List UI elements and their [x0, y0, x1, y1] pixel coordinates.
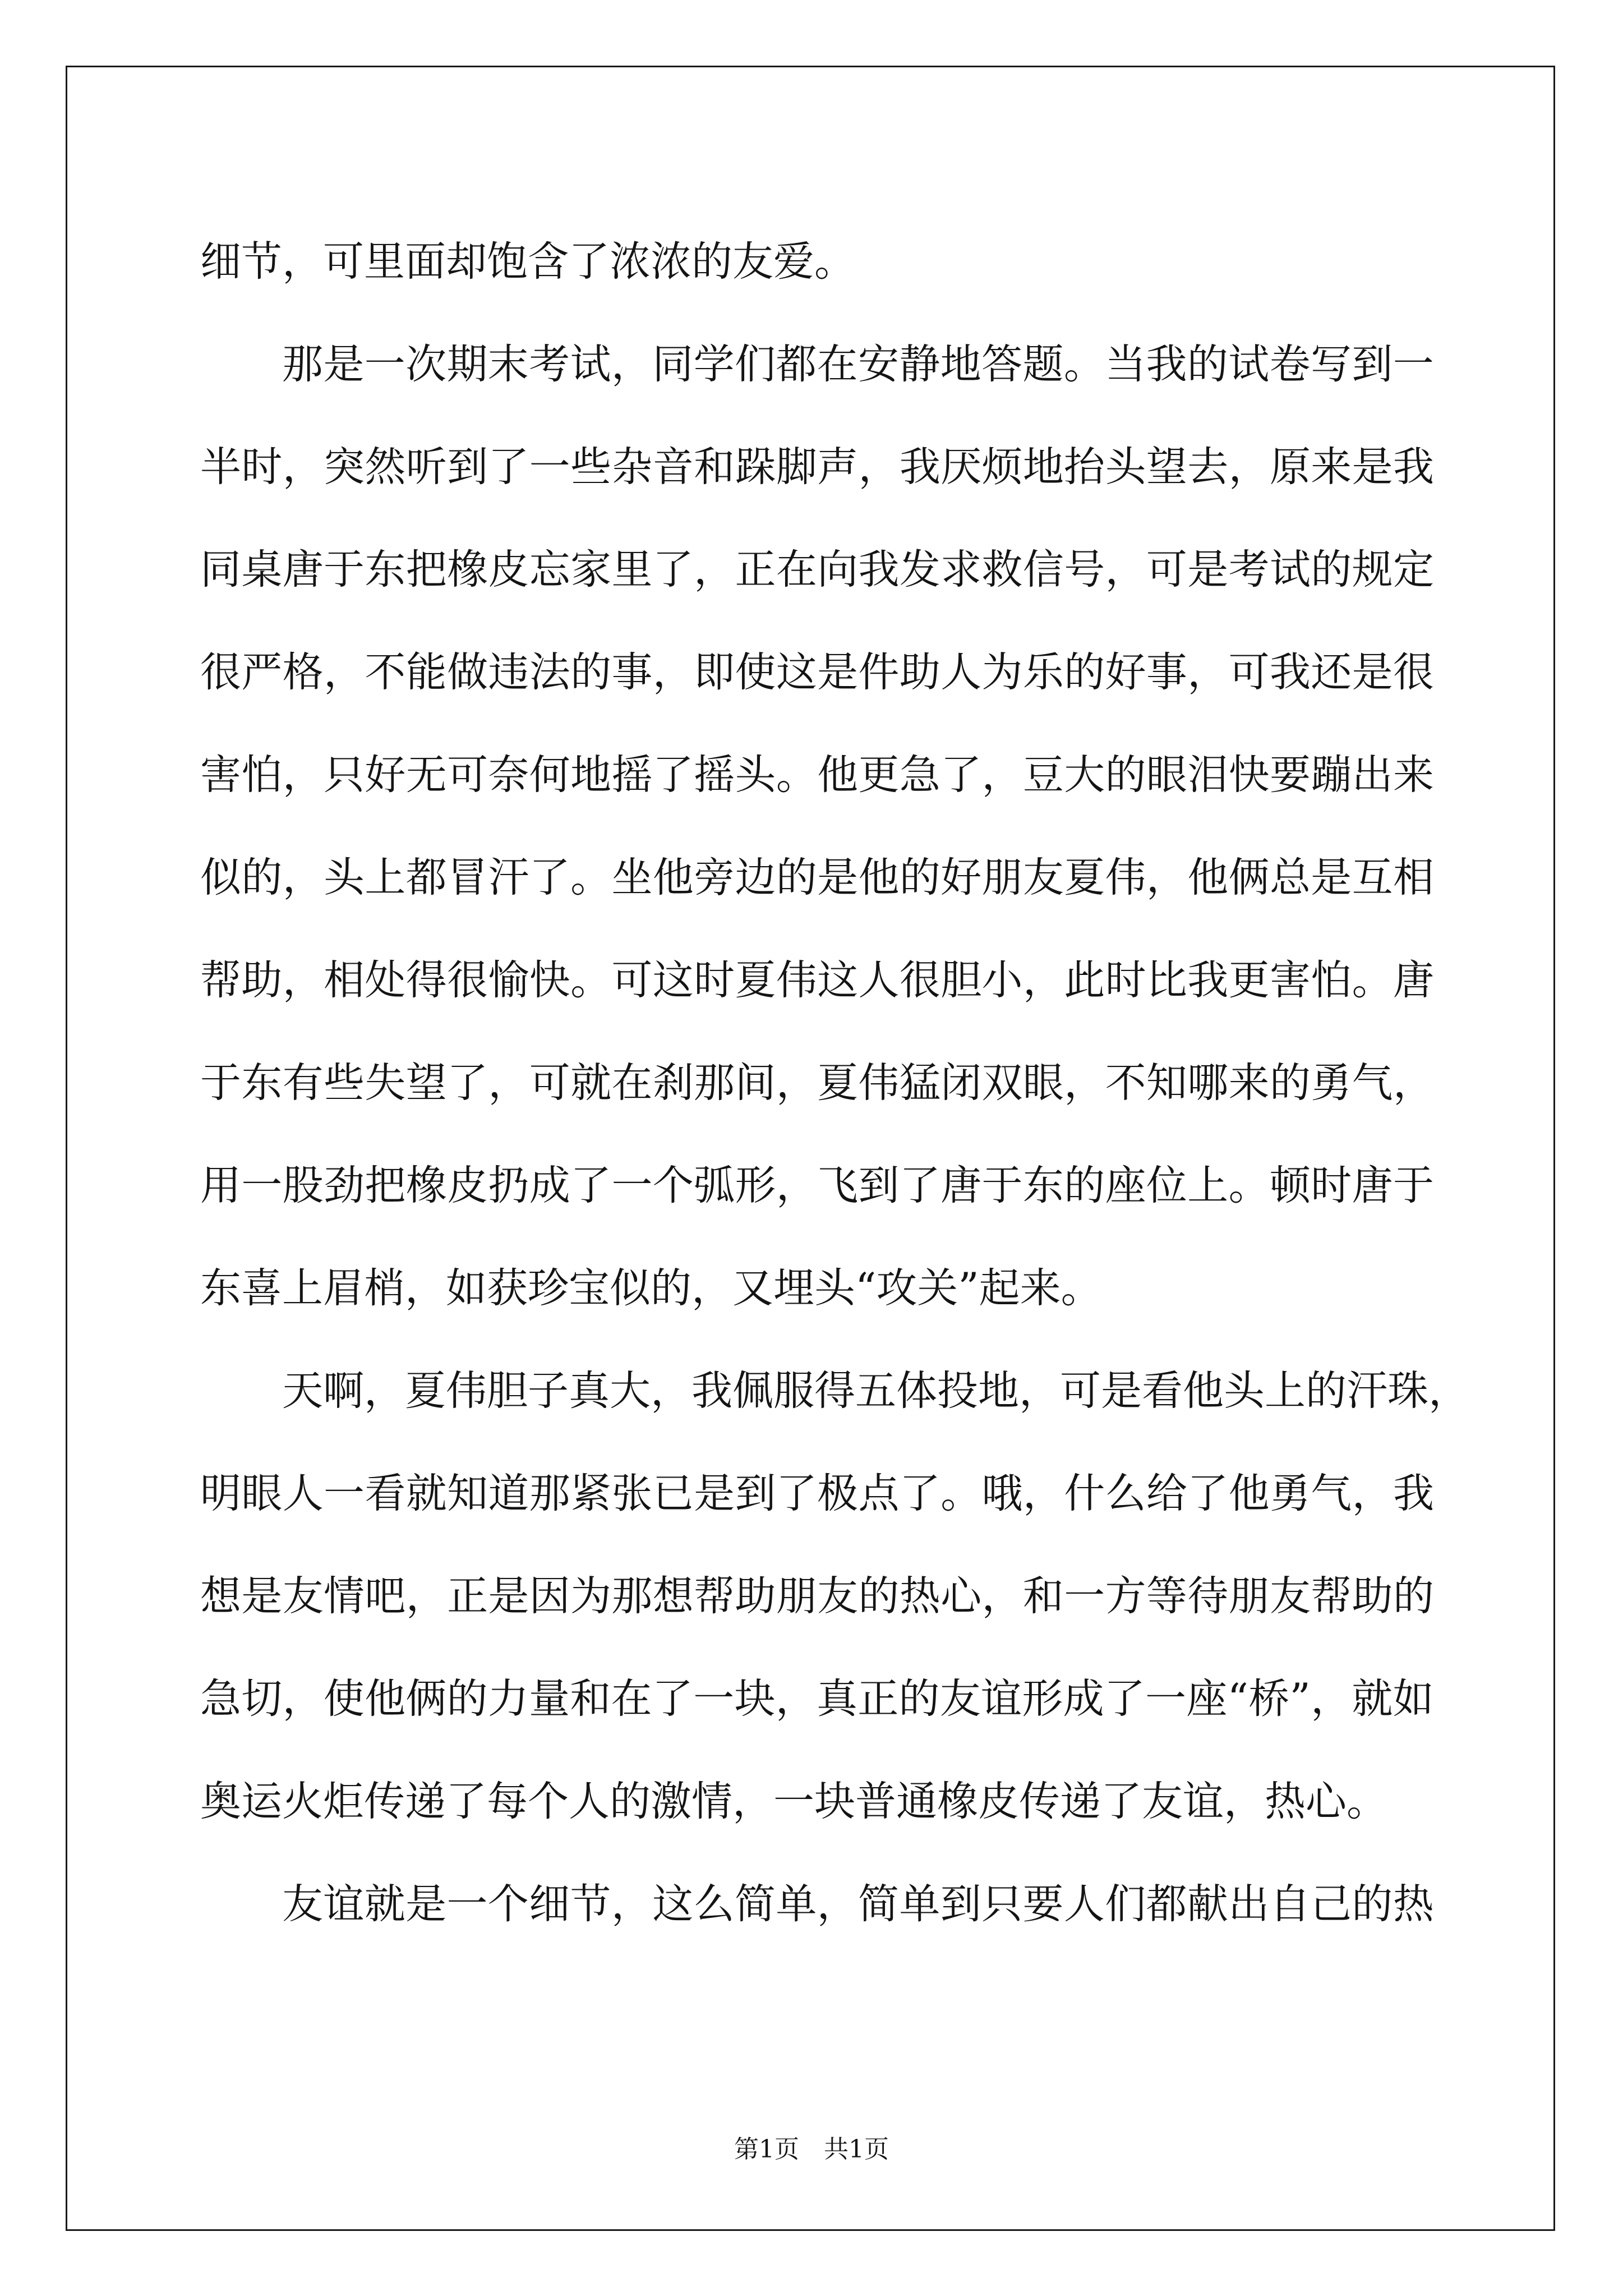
text-line: 想 是 友 情 吧 ， 正 是 因 为 那 想 帮 助 朋 友 的 热 心 ， 和 一 方 等 待 朋 友 帮 助 的: [200, 1572, 1434, 1620]
text-line: 于 东 有 些 失 望 了 ， 可 就 在 刹 那 间 ， 夏 伟 猛 闭 双 眼 ， 不 知 哪 来 的 勇 气 ，: [200, 1059, 1434, 1107]
text-line: 很 严 格 ， 不 能 做 违 法 的 事 ， 即 使 这 是 件 助 人 为 乐 的 好 事 ， 可 我 还 是 很: [200, 648, 1434, 696]
text-line: 细 节 ， 可 里 面 却 饱 含 了 浓 浓 的 友 爱 。: [200, 238, 855, 286]
text-line: 同 桌 唐 于 东 把 橡 皮 忘 家 里 了 ， 正 在 向 我 发 求 救 信 号 ， 可 是 考 试 的 规 定: [200, 546, 1434, 593]
text-line: 害 怕 ， 只 好 无 可 奈 何 地 摇 了 摇 头 。 他 更 急 了 ， 豆 大 的 眼 泪 快 要 蹦 出 来: [200, 751, 1434, 799]
text-line: 明 眼 人 一 看 就 知 道 那 紧 张 已 是 到 了 极 点 了 。 哦 ， 什 么 给 了 他 勇 气 ， 我: [200, 1470, 1434, 1517]
text-line: 帮 助 ， 相 处 得 很 愉 快 。 可 这 时 夏 伟 这 人 很 胆 小 ， 此 时 比 我 更 害 怕 。 唐: [200, 956, 1434, 1004]
text-line: 奥 运 火 炬 传 递 了 每 个 人 的 激 情 ， 一 块 普 通 橡 皮 传 递 了 友 谊 ， 热 心 。: [200, 1778, 1387, 1825]
text-line: 东 喜 上 眉 梢 ， 如 获 珍 宝 似 的 ， 又 埋 头 “ 攻 关 ” 起 来 。: [200, 1264, 1102, 1312]
text-line: 友 谊 就 是 一 个 细 节 ， 这 么 简 单 ， 简 单 到 只 要 人 们 都 献 出 自 己 的 热: [282, 1880, 1434, 1928]
text-line: 天 啊 ， 夏 伟 胆 子 真 大 ， 我 佩 服 得 五 体 投 地 ， 可 是 看 他 头 上 的 汗 珠 ，: [282, 1367, 1469, 1415]
page-footer: 第1页 共1页: [734, 2135, 889, 2164]
text-line: 半 时 ， 突 然 听 到 了 一 些 杂 音 和 跺 脚 声 ， 我 厌 烦 地 抬 头 望 去 ， 原 来 是 我: [200, 443, 1434, 491]
text-line: 似 的 ， 头 上 都 冒 汗 了 。 坐 他 旁 边 的 是 他 的 好 朋 友 夏 伟 ， 他 俩 总 是 互 相: [200, 854, 1434, 901]
text-line: 那 是 一 次 期 末 考 试 ， 同 学 们 都 在 安 静 地 答 题 。 当 我 的 试 卷 写 到 一: [282, 341, 1434, 388]
text-line: 急 切 ， 使 他 俩 的 力 量 和 在 了 一 块 ， 真 正 的 友 谊 形 成 了 一 座 “ 桥 ” ， 就 如: [200, 1675, 1434, 1723]
text-line: 用 一 股 劲 把 橡 皮 扔 成 了 一 个 弧 形 ， 飞 到 了 唐 于 东 的 座 位 上 。 顿 时 唐 于: [200, 1162, 1434, 1209]
document-body: [200, 210, 1469, 1955]
